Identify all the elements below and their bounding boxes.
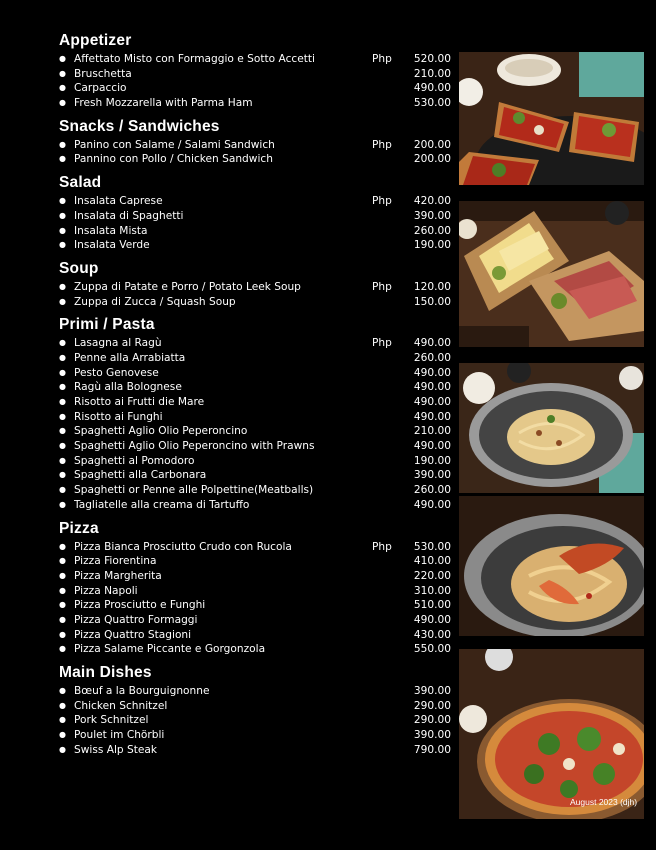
menu-item: [59, 81, 451, 96]
menu-item: [59, 540, 451, 555]
menu-section: [59, 518, 451, 658]
item-price: 190.00: [413, 239, 451, 252]
item-currency: Php: [372, 540, 392, 553]
item-name: Pizza Margherita: [74, 569, 162, 582]
item-name: Bœuf a la Bourguignonne: [74, 685, 210, 697]
bullet-icon: ●: [59, 644, 66, 654]
item-name: Risotto ai Frutti die Mare: [74, 396, 205, 408]
item-name: Insalata Caprese: [74, 195, 163, 208]
item-price: 390.00: [413, 209, 451, 222]
menu-item: [59, 554, 451, 569]
menu-item: [59, 439, 451, 454]
item-price: 550.00: [413, 643, 451, 656]
item-name: Pizza Napoli: [74, 584, 138, 597]
item-price: 410.00: [413, 555, 451, 568]
prawn-spaghetti-photo: [459, 496, 644, 636]
bullet-icon: ●: [59, 196, 66, 206]
menu-item: [59, 424, 451, 439]
bullet-icon: ●: [59, 585, 66, 595]
footer-date: August 2023 (djh): [570, 797, 638, 807]
item-price: 420.00: [413, 195, 451, 208]
item-name: Spaghetti al Pomodoro: [74, 454, 195, 467]
bullet-icon: ●: [59, 367, 66, 377]
bullet-icon: ●: [59, 556, 66, 566]
menu-item: [59, 209, 451, 224]
menu-section: [59, 314, 451, 512]
item-name: Lasagna al Ragù: [74, 337, 162, 350]
item-price: 150.00: [413, 295, 451, 308]
bullet-icon: ●: [59, 411, 66, 421]
item-price: 490.00: [413, 396, 451, 408]
menu-item: [59, 628, 451, 643]
menu-item: [59, 684, 451, 699]
item-name: Spaghetti or Penne alle Polpettine(Meatballs): [74, 484, 314, 497]
bullet-icon: ●: [59, 441, 66, 451]
menu-section: [59, 662, 451, 757]
bullet-icon: ●: [59, 83, 66, 93]
section-heading: Salad: [59, 174, 102, 192]
bullet-icon: ●: [59, 600, 66, 610]
bullet-icon: ●: [59, 139, 66, 149]
item-price: 390.00: [413, 729, 451, 742]
item-price: 200.00: [413, 153, 451, 166]
menu-item: [59, 67, 451, 82]
item-price: 490.00: [413, 337, 451, 350]
menu-item: [59, 410, 451, 425]
item-name: Pesto Genovese: [74, 366, 159, 379]
item-price: 190.00: [413, 454, 451, 467]
bullet-icon: ●: [59, 352, 66, 362]
item-name: Zuppa di Zucca / Squash Soup: [74, 295, 236, 308]
bullet-icon: ●: [59, 240, 66, 250]
item-name: Carpaccio: [74, 82, 127, 95]
item-price: 510.00: [413, 599, 451, 612]
bullet-icon: ●: [59, 98, 66, 108]
item-name: Chicken Schnitzel: [74, 699, 168, 712]
menu-section: [59, 172, 451, 253]
menu-item: [59, 468, 451, 483]
section-heading: Snacks / Sandwiches: [59, 117, 220, 135]
item-price: 430.00: [413, 628, 451, 641]
item-currency: Php: [372, 195, 392, 208]
menu-item: [59, 194, 451, 209]
item-name: Insalata Mista: [74, 224, 148, 237]
menu-item: [59, 713, 451, 728]
menu-item: [59, 728, 451, 743]
item-price: 490.00: [413, 613, 451, 626]
item-name: Pizza Prosciutto e Funghi: [74, 599, 206, 612]
bullet-icon: ●: [59, 629, 66, 639]
item-name: Spaghetti Aglio Olio Peperoncino with Prawns: [74, 440, 315, 453]
arugula-pizza-photo: [459, 649, 644, 819]
menu-item: [59, 280, 451, 295]
carbonara-pasta-photo: [459, 363, 644, 493]
menu-item: [59, 295, 451, 310]
item-name: Pizza Quattro Formaggi: [74, 613, 198, 626]
item-name: Insalata Verde: [74, 239, 150, 252]
item-price: 390.00: [413, 469, 451, 482]
menu-item: [59, 395, 451, 410]
section-heading: Soup: [59, 259, 99, 277]
item-price: 260.00: [413, 224, 451, 237]
bullet-icon: ●: [59, 485, 66, 495]
item-price: 490.00: [413, 366, 451, 379]
menu-item: [59, 380, 451, 395]
item-price: 520.00: [413, 53, 451, 65]
item-name: Spaghetti alla Carbonara: [74, 469, 207, 482]
item-name: Pork Schnitzel: [74, 714, 149, 727]
menu-item: [59, 366, 451, 381]
menu-item: [59, 498, 451, 513]
item-name: Zuppa di Patate e Porro / Potato Leek Soup: [74, 280, 301, 293]
menu-item: [59, 584, 451, 599]
bullet-icon: ●: [59, 715, 66, 725]
menu-item: [59, 454, 451, 469]
menu-item: [59, 336, 451, 351]
section-heading: Pizza: [59, 519, 99, 537]
item-price: 210.00: [413, 67, 451, 80]
bruschetta-photo: [459, 52, 644, 185]
menu-item: [59, 238, 451, 253]
item-price: 290.00: [413, 699, 451, 712]
item-price: 310.00: [413, 584, 451, 597]
item-currency: Php: [372, 138, 392, 151]
item-price: 530.00: [413, 540, 451, 553]
item-price: 120.00: [413, 280, 451, 293]
item-currency: Php: [372, 337, 392, 350]
menu-column: [59, 30, 451, 762]
bullet-icon: ●: [59, 54, 66, 63]
bullet-icon: ●: [59, 225, 66, 235]
item-price: 260.00: [413, 484, 451, 497]
bullet-icon: ●: [59, 68, 66, 78]
menu-item: [59, 642, 451, 657]
item-name: Tagliatelle alla creama di Tartuffo: [74, 498, 250, 511]
menu-item: [59, 152, 451, 167]
bullet-icon: ●: [59, 154, 66, 164]
item-price: 290.00: [413, 714, 451, 727]
bullet-icon: ●: [59, 382, 66, 392]
menu-section: [59, 116, 451, 167]
bullet-icon: ●: [59, 455, 66, 465]
item-name: Ragù alla Bolognese: [74, 381, 182, 394]
menu-item: [59, 743, 451, 758]
section-heading: Appetizer: [59, 32, 132, 49]
menu-item: [59, 96, 451, 111]
item-price: 210.00: [413, 425, 451, 438]
bullet-icon: ●: [59, 470, 66, 480]
item-price: 390.00: [413, 685, 451, 697]
item-name: Poulet im Chörbli: [74, 729, 165, 742]
bullet-icon: ●: [59, 686, 66, 695]
item-price: 490.00: [413, 381, 451, 394]
menu-item: [59, 598, 451, 613]
item-name: Pizza Bianca Prosciutto Crudo con Rucola: [74, 540, 292, 553]
bullet-icon: ●: [59, 541, 66, 551]
section-heading: Main Dishes: [59, 664, 152, 681]
bullet-icon: ●: [59, 338, 66, 348]
bullet-icon: ●: [59, 499, 66, 509]
item-name: Panino con Salame / Salami Sandwich: [74, 138, 275, 151]
item-name: Penne alla Arrabiatta: [74, 351, 186, 364]
bullet-icon: ●: [59, 730, 66, 740]
item-name: Affettato Misto con Formaggio e Sotto Accetti: [74, 53, 316, 65]
menu-item: [59, 483, 451, 498]
bullet-icon: ●: [59, 700, 66, 710]
menu-section: [59, 30, 451, 111]
cheese-ham-platter-photo: [459, 201, 644, 347]
menu-item: [59, 224, 451, 239]
item-price: 260.00: [413, 351, 451, 364]
item-name: Pizza Quattro Stagioni: [74, 628, 192, 641]
bullet-icon: ●: [59, 570, 66, 580]
item-name: Spaghetti Aglio Olio Peperoncino: [74, 425, 248, 438]
menu-item: [59, 613, 451, 628]
bullet-icon: ●: [59, 744, 66, 754]
menu-item: [59, 138, 451, 153]
menu-item: [59, 52, 451, 67]
bullet-icon: ●: [59, 296, 66, 306]
item-price: 530.00: [413, 97, 451, 110]
item-name: Fresh Mozzarella with Parma Ham: [74, 97, 253, 110]
item-price: 220.00: [413, 569, 451, 582]
bullet-icon: ●: [59, 397, 66, 406]
item-price: 490.00: [413, 440, 451, 453]
item-name: Risotto ai Funghi: [74, 410, 163, 423]
menu-section: [59, 258, 451, 309]
bullet-icon: ●: [59, 614, 66, 624]
item-name: Pizza Salame Piccante e Gorgonzola: [74, 643, 266, 656]
menu-item: [59, 569, 451, 584]
bullet-icon: ●: [59, 426, 66, 436]
item-name: Bruschetta: [74, 67, 132, 80]
item-name: Pannino con Pollo / Chicken Sandwich: [74, 153, 273, 166]
menu-item: [59, 699, 451, 714]
item-name: Swiss Alp Steak: [74, 743, 158, 756]
item-currency: Php: [372, 280, 392, 293]
item-name: Pizza Fiorentina: [74, 555, 157, 568]
item-name: Insalata di Spaghetti: [74, 209, 184, 222]
item-price: 490.00: [413, 82, 451, 95]
item-currency: Php: [372, 53, 392, 65]
item-price: 200.00: [413, 138, 451, 151]
item-price: 490.00: [413, 498, 451, 511]
item-price: 490.00: [413, 410, 451, 423]
bullet-icon: ●: [59, 281, 66, 291]
menu-item: [59, 351, 451, 366]
item-price: 790.00: [413, 743, 451, 756]
bullet-icon: ●: [59, 210, 66, 220]
section-heading: Primi / Pasta: [59, 316, 155, 334]
